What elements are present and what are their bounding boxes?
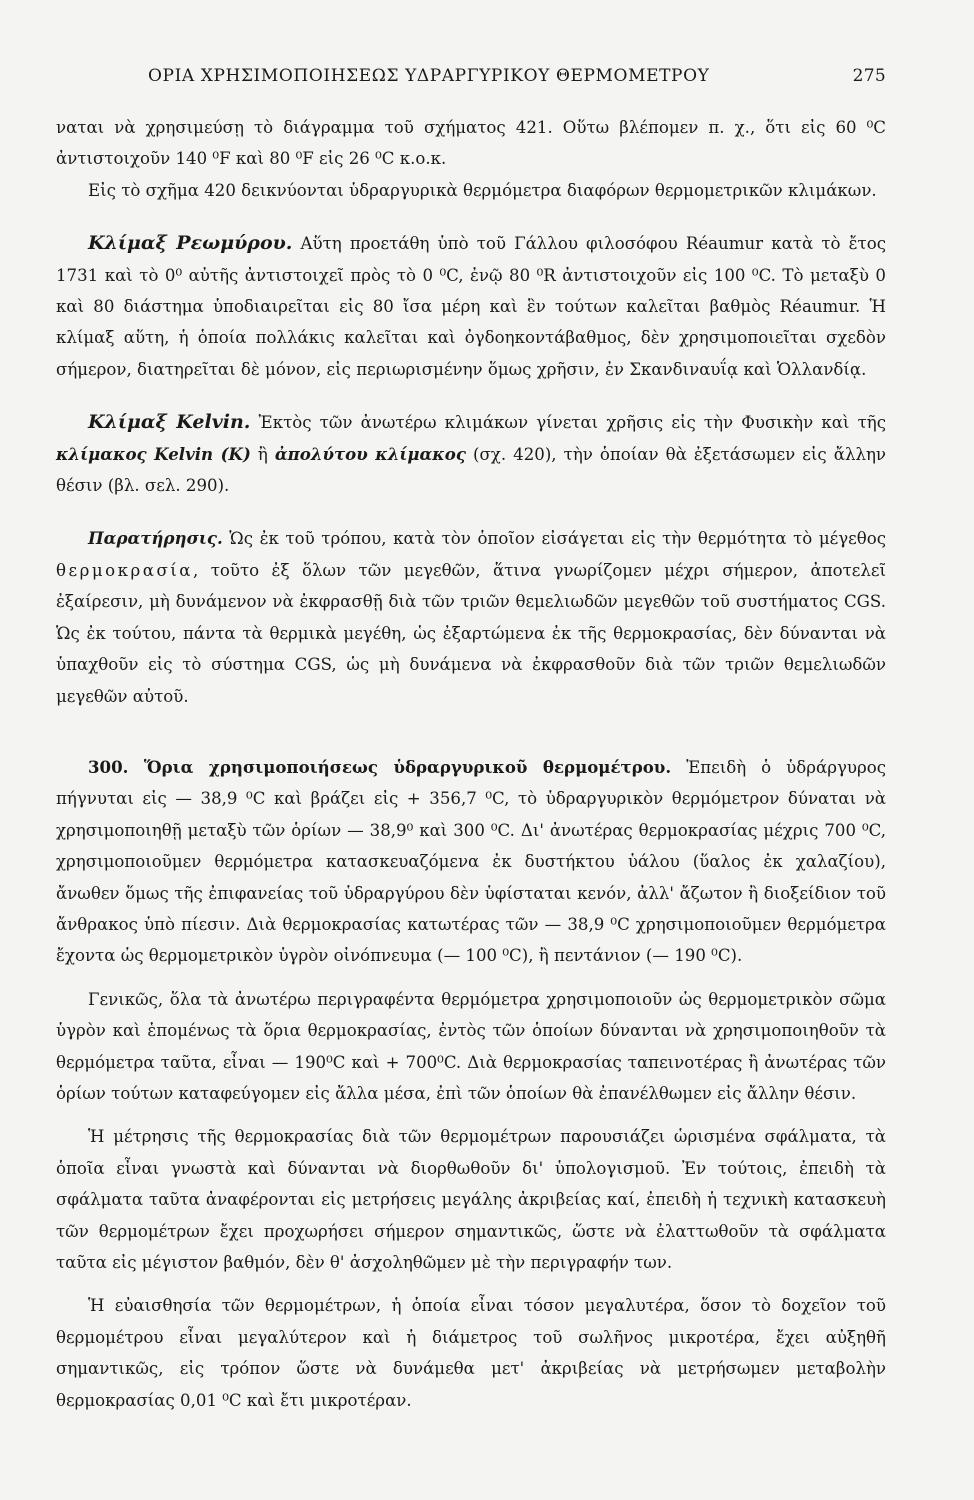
remark-text-a: Ὡς ἐκ τοῦ τρόπου, κατὰ τὸν ὁποῖον εἰσάγεται εἰς τὴν θερμότητα τὸ μέγεθος (222, 529, 886, 549)
kelvin-term-kelvin-scale: κλίμακος Kelvin (K) (56, 443, 251, 464)
paragraph-remark (56, 523, 886, 711)
section-title: Ὅρια χρησιμοποιήσεως ὑδραργυρικοῦ θερμομέτρου. (128, 756, 672, 777)
paragraph-reaumur-scale (56, 228, 886, 385)
page-number: 275 (852, 66, 886, 86)
paragraph-figure-420: Εἰς τὸ σχῆμα 420 δεικνύονται ὑδραργυρικὰ θερμόμετρα διαφόρων θερμομετρικῶν κλιμάκων. (88, 180, 877, 200)
paragraph-sensitivity: Ἡ εὐαισθησία τῶν θερμομέτρων, ἡ ὁποία εἶναι τόσον μεγαλυτέρα, ὅσον τὸ δοχεῖον τοῦ θερμομέτρου εἶναι μεγαλύτερον καὶ ἡ διάμετρος τοῦ σωλῆνος μικροτέρα, ἔχει αὐξηθῆ σημαντικῶς, εἰς τρόπον ὥστε νὰ δυνάμεθα μετ' ἀκριβείας νὰ μετρήσωμεν μεταβολὴν θερμοκρασίας 0,01 ⁰C καὶ ἔτι μικροτέραν. (56, 1296, 886, 1410)
section-300-text: Ἐπειδὴ ὁ ὑδράργυρος πήγνυται εἰς — 38,9 ⁰C καὶ βράζει εἰς + 356,7 ⁰C, τὸ ὑδραργυρικὸν θερμόμετρον δύναται νὰ χρησιμοποιηθῇ μεταξὺ τῶν ὁρίων — 38,9⁰ καὶ 300 ⁰C. Δι' ἀνωτέρας θερμοκρασίας μέχρις 700 ⁰C, χρησιμοποιοῦμεν θερμόμετρα κατασκευαζόμενα ἐκ δυστήκτου ὑάλου (ὕαλος ἐκ χαλαζίου), ἄνωθεν ὅμως τῆς ἐπιφανείας τοῦ ὑδραργύρου δὲν ὑφίσταται κενόν, ἀλλ' ἄζωτον ἢ διοξείδιον τοῦ ἄνθρακος ὑπὸ πίεσιν. Διὰ θερμοκρασίας κατωτέρας τῶν — 38,9 ⁰C χρησιμοποιοῦμεν θερμόμετρα ἔχοντα ὡς θερμομετρικὸν ὑγρὸν οἰνόπνευμα (— 100 ⁰C), ἢ πεντάνιον (— 190 ⁰C). (56, 757, 886, 966)
kelvin-text-a: Ἐκτὸς τῶν ἀνωτέρω κλιμάκων γίνεται χρῆσις εἰς τὴν Φυσικὴν καὶ τῆς (250, 413, 886, 433)
running-title: ΟΡΙΑ ΧΡΗΣΙΜΟΠΟΙΗΣΕΩΣ ΥΔΡΑΡΓΥΡΙΚΟΥ ΘΕΡΜΟΜΕΤΡΟΥ (148, 66, 710, 86)
kelvin-text-c: (σχ. 420), τὴν ὁποίαν θὰ ἐξετάσωμεν εἰς ἄλλην θέσιν (βλ. σελ. 290). (56, 444, 887, 496)
section-number: 300. (88, 756, 129, 777)
kelvin-text-b: ἢ (250, 444, 275, 464)
paragraph-kelvin-scale (56, 407, 886, 501)
kelvin-heading: Κλίμαξ Kelvin. (88, 411, 251, 434)
running-head (148, 66, 886, 86)
paragraph-diagram-reference: ναται νὰ χρησιμεύσῃ τὸ διάγραμμα τοῦ σχήματος 421. Οὕτω βλέπομεν π. χ., ὅτι εἰς 60 ⁰C ἀντιστοιχοῦν 140 ⁰F καὶ 80 ⁰F εἰς 26 ⁰C κ.ο.κ. (56, 118, 886, 169)
reaumur-text: Αὕτη προετάθη ὑπὸ τοῦ Γάλλου φιλοσόφου Réaumur κατὰ τὸ ἔτος 1731 καὶ τὸ 0⁰ αὐτῆς ἀντιστοιχεῖ πρὸς τὸ 0 ⁰C, ἐνῷ 80 ⁰R ἀντιστοιχοῦν εἰς 100 ⁰C. Τὸ μεταξὺ 0 καὶ 80 διάστημα ὑποδιαιρεῖται εἰς 80 ἴσα μέρη καὶ ἓν τούτων καλεῖται βαθμὸς Réaumur. Ἡ κλίμαξ αὕτη, ἡ ὁποία πολλάκις καλεῖται καὶ ὀγδοηκοντάβαθμος, δὲν χρησιμοποιεῖται σχεδὸν σήμερον, διατηρεῖται δὲ μόνον, εἰς περιωρισμένην ὅμως χρῆσιν, ἐν Σκανδιναυΐᾳ καὶ Ὁλλανδίᾳ. (56, 234, 886, 379)
paragraph-general-limits: Γενικῶς, ὅλα τὰ ἀνωτέρω περιγραφέντα θερμόμετρα χρησιμοποιοῦν ὡς θερμομετρικὸν σῶμα ὑγρὸν καὶ ἑπομένως τὰ ὅρια θερμοκρασίας, ἐντὸς τῶν ὁποίων δύνανται νὰ χρησιμοποιηθοῦν τὰ θερμόμετρα ταῦτα, εἶναι — 190⁰C καὶ + 700⁰C. Διὰ θερμοκρασίας ταπεινοτέρας ἢ ἀνωτέρας τῶν ὁρίων τούτων καταφεύγομεν εἰς ἄλλα μέσα, ἐπὶ τῶν ὁποίων θὰ ἐπανέλθωμεν εἰς ἄλλην θέσιν. (56, 989, 886, 1103)
kelvin-term-absolute-scale: ἀπολύτου κλίμακος (274, 443, 466, 464)
remark-heading: Παρατήρησις. (88, 528, 223, 549)
remark-term-temperature: θερμοκρασία (56, 560, 193, 580)
reaumur-heading: Κλίμαξ Ρεωμύρου. (88, 232, 293, 255)
remark-text-b: , τοῦτο ἐξ ὅλων τῶν μεγεθῶν, ἅτινα γνωρίζομεν μέχρι σήμερον, ἀποτελεῖ ἐξαίρεσιν, μὴ δυνάμενον νὰ ἐκφρασθῇ διὰ τῶν τριῶν θεμελιωδῶν μεγεθῶν τοῦ συστήματος CGS. Ὡς ἐκ τούτου, πάντα τὰ θερμικὰ μεγέθη, ὡς ἐξαρτώμενα ἐκ τῆς θερμοκρασίας, δὲν δύνανται νὰ ὑπαχθοῦν εἰς τὸ σύστημα CGS, ὡς μὴ δυνάμενα νὰ ἐκφρασθοῦν διὰ τῶν τριῶν θεμελιωδῶν μεγεθῶν αὐτοῦ. (56, 560, 886, 706)
paragraph-measurement-errors: Ἡ μέτρησις τῆς θερμοκρασίας διὰ τῶν θερμομέτρων παρουσιάζει ὡρισμένα σφάλματα, τὰ ὁποῖα εἶναι γνωστὰ καὶ δύνανται νὰ διορθωθοῦν δι' ὑπολογισμοῦ. Ἐν τούτοις, ἐπειδὴ τὰ σφάλματα ταῦτα ἀναφέρονται εἰς μετρήσεις μεγάλης ἀκριβείας καί, ἐπειδὴ ἡ τεχνικὴ κατασκευὴ τῶν θερμομέτρων ἔχει προχωρήσει σήμερον σημαντικῶς, ὥστε νὰ ἐλαττωθοῦν τὰ σφάλματα ταῦτα εἰς μέγιστον βαθμόν, δὲν θ' ἀσχοληθῶμεν μὲ τὴν περιγραφήν των. (56, 1127, 886, 1272)
paragraph-section-300 (56, 752, 886, 972)
